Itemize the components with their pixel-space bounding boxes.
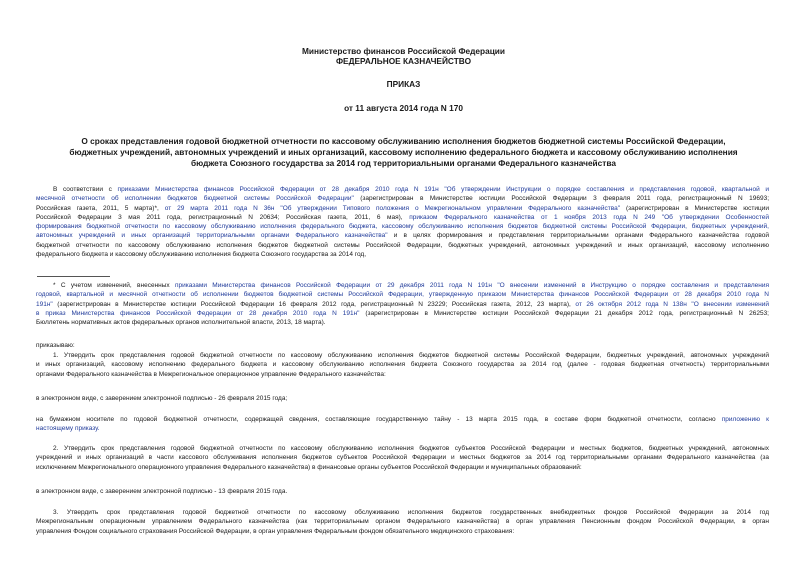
- text-line: Бюллетень нормативных актов федеральных органов исполнительной власти, 2013, 18 марта).: [36, 319, 326, 327]
- title-line: бюджетных учреждений, автономных учреждений и иных организаций, кассовому исполнению федерального бюджета и кассовому обслуживанию исполнения: [69, 147, 738, 157]
- footnote: [36, 281, 769, 327]
- text-line: 191н" (зарегистрирован в Министерстве юстиции Российской Федерации 16 февраля 2012 года, регистрационный N 23229; Российская газета, 2012, 23 марта), от 26 октября 2012 года N 138н "О внесении изменений: [36, 300, 769, 308]
- link-footnote-order-138n-cont[interactable]: в приказ Министерства финансов Российской Федерации от 28 декабря 2010 года N 191н": [36, 309, 360, 317]
- text-line: 2. Утвердить срок представления годовой бюджетной отчетности по кассовому обслуживанию исполнения бюджетов субъектов Российской Федерации и местных бюджетов, бюджетных учреждений, автономных: [53, 445, 769, 452]
- text-line: учреждений и иных организаций в части кассового обслуживания исполнения бюджетов субъектов Российской Федерации и местных бюджетов за 2014 год территориальными органами Федерального казначейства (за: [36, 454, 769, 462]
- text-line: и иных организаций, кассовому исполнению федерального бюджета и кассовому обслуживанию исполнения бюджета Союзного государства за 2014 год (далее - годовая бюджетная отчетность) территориальными: [36, 361, 769, 369]
- text-line: Российской Федерации 3 мая 2011 года, регистрационный N 20634; Российская газета, 2011, 6 мая), приказом Федерального казначейства от 1 ноября 2013 года N 249 "Об утверждении Особенностей: [36, 213, 769, 221]
- link-order-249[interactable]: приказом Федерального казначейства от 1 ноября 2013 года N 249 "Об утверждении Особенностей: [409, 213, 769, 221]
- item-2-electronic: в электронном виде, с заверением электронной подписью - 13 февраля 2015 года.: [36, 488, 288, 495]
- title-line: О сроках представления годовой бюджетной отчетности по кассовому обслуживанию исполнения бюджетов бюджетной системы Российской Федерации,: [81, 136, 726, 146]
- text-line: исключением Межрегионального операционного управления Федерального казначейства) в финансовые органы субъектов Российской Федерации и муниципальных образований:: [36, 463, 582, 471]
- item-2: [36, 444, 769, 472]
- doc-title: [36, 136, 771, 169]
- doc-date-number: от 11 августа 2014 года N 170: [344, 103, 463, 113]
- item-1-electronic: в электронном виде, с заверением электронной подписью - 26 февраля 2015 года;: [36, 395, 288, 402]
- link-footnote-order-138n[interactable]: от 26 октября 2012 года N 138н "О внесении изменений: [575, 300, 769, 308]
- text-line: Российская газета, 2011, 5 марта)*, от 29 марта 2011 года N 36н "Об утверждении Типового положения о Межрегиональном управлении Федерального казначейства" (зарегистрирован в Министерстве юстиции: [36, 204, 769, 212]
- item-3: [36, 508, 769, 536]
- item-1-paper: [36, 415, 769, 434]
- order-word: приказываю:: [36, 342, 75, 349]
- link-appendix-cont[interactable]: настоящему приказу.: [36, 425, 100, 433]
- link-order-249-end[interactable]: автономных учреждений и иных организаций территориальными органами Федерального казначейства": [36, 232, 388, 240]
- link-order-191n-cont[interactable]: месячной отчетности об исполнении бюджетов бюджетной системы Российской Федерации": [36, 195, 354, 203]
- doc-type: ПРИКАЗ: [386, 79, 421, 89]
- text-line: [36, 222, 769, 231]
- link-footnote-order-191n-cont[interactable]: годовой, квартальной и месячной отчетности об исполнении бюджетов бюджетной системы Российской Федерации, утвержденную приказом Министерства финансов Российской Федерации от 28 декабря 2010 года N: [36, 291, 769, 299]
- text-line: В соответствии с приказами Министерства финансов Российской Федерации от 28 декабря 2010 года N 191н "Об утверждении Инструкции о порядке составления и представления годовой, квартальной и: [53, 186, 769, 193]
- item-1: [36, 351, 769, 379]
- text-line: [36, 290, 769, 299]
- preamble-paragraph: [36, 185, 769, 259]
- text-line: федерального бюджета и кассовому обслуживанию исполнения бюджета Союзного государства за 2014 год,: [36, 251, 367, 259]
- text-line: месячной отчетности об исполнении бюджетов бюджетной системы Российской Федерации" (зарегистрирован в Министерстве юстиции Российской Федерации 3 февраля 2011 года, регистрационный N 19693;: [36, 195, 769, 203]
- footnote-divider: [37, 276, 110, 277]
- text-line: Межрегиональным операционным управлением Федерального казначейства (как территориальным органом Федерального казначейства) в орган управления Пенсионным фондом Российской Федерации, в орган: [36, 518, 769, 526]
- text-line: органами Федерального казначейства в Межрегиональное операционное управление Федерального казначейства:: [36, 370, 386, 378]
- title-line: бюджета Союзного государства за 2014 год территориальными органами Федерального казначейства: [191, 158, 616, 168]
- text-line: бюджетной отчетности по кассовому обслуживанию исполнения бюджетов бюджетной системы Российской Федерации, бюджетных учреждений, автономных учреждений и иных организаций, кассовому исполнению: [36, 241, 769, 249]
- text-line: 3. Утвердить срок представления годовой бюджетной отчетности по кассовому обслуживанию исполнения бюджетов государственных внебюджетных фондов Российской Федерации за 2014 год: [53, 509, 769, 516]
- text-line: в приказ Министерства финансов Российской Федерации от 28 декабря 2010 года N 191н" (зарегистрирован в Министерстве юстиции Российской Федерации 21 декабря 2012 года, регистрационный N 26253;: [36, 309, 769, 317]
- text-line: на бумажном носителе по годовой бюджетной отчетности, содержащей сведения, составляющие государственную тайну - 13 марта 2015 года, в составе форм бюджетной отчетности, согласно приложению к: [36, 416, 769, 423]
- link-appendix[interactable]: приложению к: [721, 416, 769, 423]
- text-line: [36, 424, 769, 433]
- text-line: 1. Утвердить срок представления годовой бюджетной отчетности по кассовому обслуживанию исполнения бюджетов бюджетной системы Российской Федерации, бюджетных учреждений, автономных учреждений: [53, 352, 769, 359]
- text-line: автономных учреждений и иных организаций территориальными органами Федерального казначейства" и в целях формирования и представления территориальными органами Федерального казначейства годовой: [36, 232, 769, 240]
- link-footnote-order-191n[interactable]: приказами Министерства финансов Российской Федерации от 29 декабря 2011 года N 191н "О внесении изменений в Инструкцию о порядке составления и представления: [175, 282, 769, 289]
- link-order-191n[interactable]: приказами Министерства финансов Российской Федерации от 28 декабря 2010 года N 191н "Об утверждении Инструкции о порядке составления и представления годовой, квартальной и: [117, 186, 769, 193]
- link-order-249-cont[interactable]: формирования бюджетной отчетности по кассовому обслуживанию исполнения федерального бюджета, кассовому обслуживанию исполнения бюджетов бюджетной системы Российской Федерации, бюджетных учреждений,: [36, 223, 769, 231]
- ministry-name: Министерство финансов Российской Федерации: [301, 46, 506, 56]
- text-line: * С учетом изменений, внесенных приказами Министерства финансов Российской Федерации от 29 декабря 2011 года N 191н "О внесении изменений в Инструкцию о порядке составления и представления: [53, 282, 769, 289]
- link-order-36n[interactable]: от 29 марта 2011 года N 36н "Об утверждении Типового положения о Межрегиональном управлении Федерального казначейства": [164, 204, 621, 212]
- text-line: управления Фондом социального страхования Российской Федерации, в орган управления Федеральным фондом обязательного медицинского страхования:: [36, 527, 515, 535]
- treasury-name: ФЕДЕРАЛЬНОЕ КАЗНАЧЕЙСТВО: [335, 56, 472, 66]
- link-footnote-order-191n-end[interactable]: 191н": [36, 300, 53, 308]
